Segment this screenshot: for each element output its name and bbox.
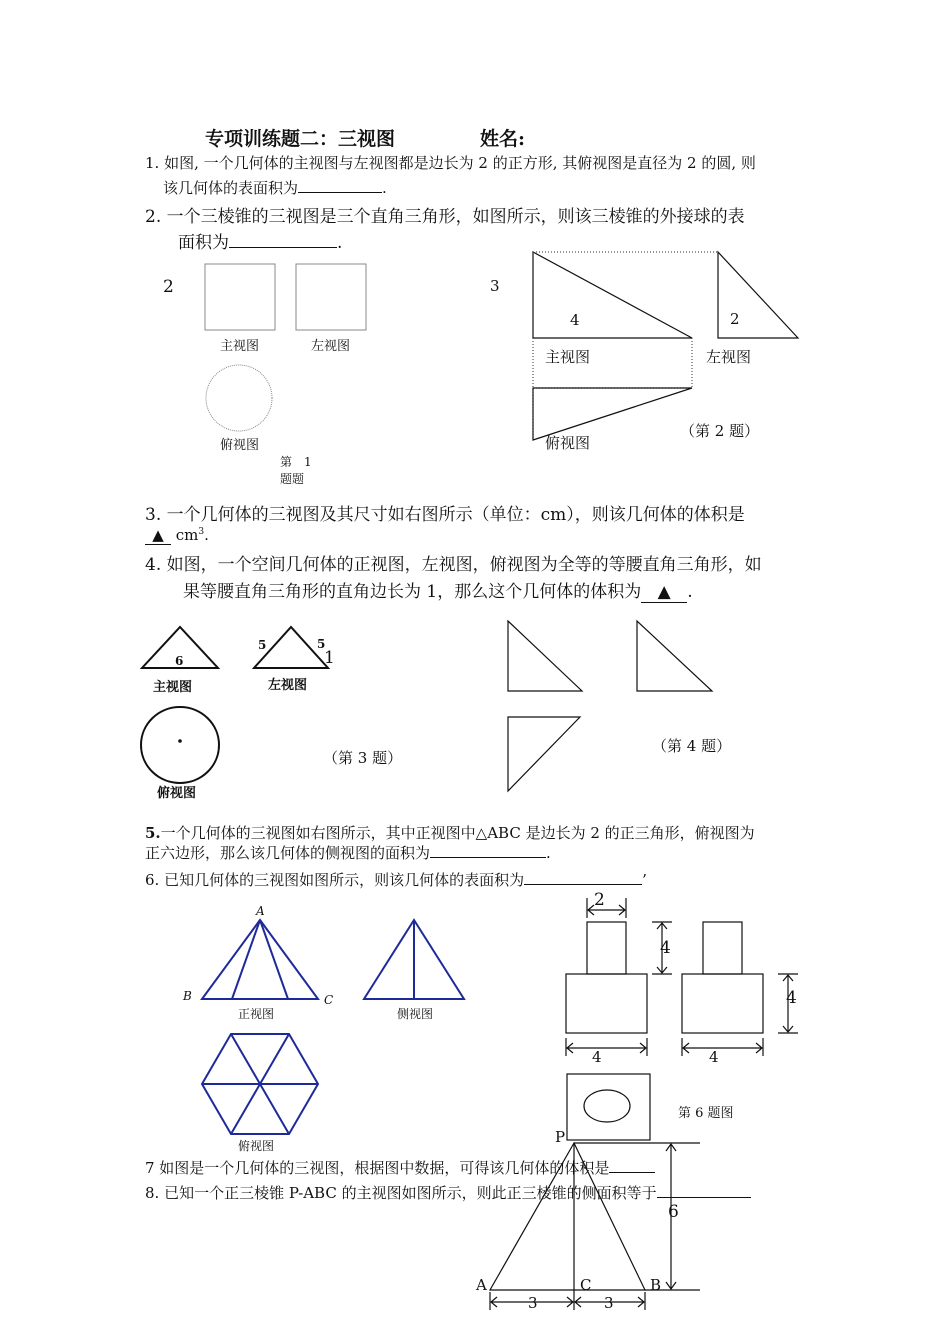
- question-6-text: 6. 已知几何体的三视图如图所示，则该几何体的表面积为: [145, 871, 525, 889]
- fig3-top-circle: [141, 707, 219, 783]
- fig3-caption: （第 3 题）: [323, 749, 403, 767]
- question-3-unit: cm: [175, 526, 199, 544]
- question-7-line: [145, 1157, 655, 1178]
- fig2-caption: （第 2 题）: [680, 422, 760, 440]
- fig5-label-B: B: [183, 989, 192, 1003]
- question-3-answer[interactable]: ▲: [145, 526, 171, 545]
- fig2-label-2: 2: [730, 310, 740, 328]
- fig8-label-P: P: [555, 1128, 566, 1146]
- fig5-side-label: 侧视图: [397, 1007, 434, 1021]
- fig3-front-label: 主视图: [153, 680, 193, 695]
- question-7-text: 7 如图是一个几何体的三视图，根据图中数据，可得该几何体的体积是: [145, 1159, 610, 1177]
- fig3-left-label: 左视图: [268, 678, 308, 693]
- fig8-width-2: 3: [604, 1294, 614, 1312]
- question-1-text: 该几何体的表面积为: [163, 179, 299, 197]
- question-5-text: 一个几何体的三视图如右图所示，其中正视图中△ABC 是边长为 2 的正三角形，俯视图为: [160, 824, 755, 842]
- fig1-front-square: [205, 264, 275, 330]
- fig6-dim-h2: 4: [786, 988, 797, 1008]
- question-6-answer-blank[interactable]: [524, 884, 642, 885]
- fig5-front-triangle: [202, 920, 318, 999]
- question-3-line2: [145, 526, 209, 545]
- question-4-text: 果等腰直角三角形的直角边长为 1，那么这个几何体的体积为: [183, 582, 642, 602]
- fig8-width-1: 3: [528, 1294, 538, 1312]
- question-2-line1: 2. 一个三棱锥的三视图是三个直角三角形，如图所示，则该三棱锥的外接球的表: [145, 207, 745, 227]
- question-5-end: .: [546, 844, 551, 862]
- fig1-caption-1: 第 1: [280, 455, 312, 469]
- question-4-line1: 4. 如图，一个空间几何体的正视图，左视图，俯视图为全等的等腰直角三角形，如: [145, 555, 762, 575]
- fig2-left-label: 左视图: [706, 348, 752, 366]
- question-6-end: ’: [642, 871, 647, 889]
- question-2-end: .: [337, 233, 343, 253]
- fig1-front-label: 主视图: [220, 339, 260, 354]
- fig6-dim-w2: 4: [709, 1048, 719, 1066]
- question-5-line2: [145, 842, 551, 863]
- fig1-left-label: 左视图: [311, 339, 351, 354]
- fig3-side-a: 5: [258, 638, 267, 652]
- fig4-left-triangle: [637, 621, 712, 691]
- fig1-left-square: [296, 264, 366, 330]
- fig5-drawing: [202, 920, 464, 1134]
- fig6-dim-top: 2: [594, 890, 605, 910]
- fig6-dim-h1: 4: [660, 938, 671, 958]
- question-4-end: .: [687, 582, 693, 602]
- fig2-front-label: 主视图: [545, 348, 591, 366]
- fig5-front-label: 正视图: [238, 1007, 275, 1021]
- fig1-top-label: 俯视图: [220, 438, 260, 453]
- question-1-end: .: [382, 179, 387, 197]
- fig1-caption-2: 题题: [280, 472, 305, 486]
- fig4-caption: （第 4 题）: [652, 737, 732, 755]
- fig5-label-A: A: [256, 904, 265, 918]
- question-2-text: 面积为: [178, 233, 229, 253]
- fig3-drawing: [141, 627, 328, 783]
- fig8-label-B: B: [650, 1276, 662, 1294]
- question-1-line1: 1. 如图, 一个几何体的主视图与左视图都是边长为 2 的正方形, 其俯视图是直径为 2 的圆, 则: [145, 154, 756, 172]
- fig8-label-A: A: [476, 1276, 487, 1294]
- question-4-answer[interactable]: ▲: [641, 582, 687, 603]
- fig8-label-C: C: [580, 1276, 592, 1294]
- fig1-top-circle: [206, 365, 272, 431]
- fig2-label-4: 4: [570, 311, 580, 329]
- fig3-side-c: 1: [324, 648, 335, 668]
- fig3-side-b: 5: [317, 637, 326, 651]
- fig3-top-label: 俯视图: [157, 786, 197, 801]
- question-4-line2: [183, 577, 693, 603]
- fig5-top-label: 俯视图: [238, 1139, 275, 1153]
- name-label: 姓名:: [480, 128, 526, 150]
- fig4-drawing: [508, 621, 712, 791]
- question-8-answer-blank[interactable]: [657, 1197, 751, 1198]
- fig6-caption: 第 6 题图: [678, 1106, 734, 1121]
- fig6-front-base: [566, 974, 647, 1033]
- question-8-text: 8. 已知一个正三棱锥 P-ABC 的主视图如图所示，则此正三棱锥的侧面积等于: [145, 1184, 657, 1202]
- question-3-end: .: [204, 526, 209, 544]
- question-5-line1: [145, 822, 755, 843]
- fig3-front-number: 6: [175, 654, 184, 668]
- question-5-number: 5.: [145, 824, 161, 842]
- fig6-front-top-block: [587, 922, 626, 974]
- question-8-line: [145, 1182, 751, 1203]
- fig5-label-C: C: [324, 993, 334, 1007]
- fig8-height: 6: [668, 1202, 679, 1222]
- fig2-front-triangle: [533, 252, 692, 338]
- question-5-text-2: 正六边形，那么该几何体的侧视图的面积为: [145, 844, 431, 862]
- fig6-side-base: [682, 974, 763, 1033]
- question-5-answer-blank[interactable]: [430, 857, 546, 858]
- page-title: 专项训练题二：三视图: [205, 128, 396, 150]
- fig6-top-rect: [567, 1074, 650, 1140]
- question-6-line: [145, 869, 647, 890]
- question-7-answer-blank[interactable]: [609, 1172, 655, 1173]
- question-3-line1: 3. 一个几何体的三视图及其尺寸如右图所示（单位：cm），则该几何体的体积是: [145, 505, 745, 525]
- fig4-front-triangle: [508, 621, 582, 691]
- fig1-number: 2: [163, 277, 174, 297]
- fig4-top-triangle: [508, 717, 580, 791]
- fig6-top-ellipse: [584, 1090, 630, 1122]
- fig6-dim-w1: 4: [592, 1048, 602, 1066]
- fig2-top-label: 俯视图: [545, 434, 591, 452]
- question-3-unit-sup: 3: [198, 527, 205, 537]
- fig6-side-top-block: [703, 922, 742, 974]
- fig2-number: 3: [490, 277, 500, 295]
